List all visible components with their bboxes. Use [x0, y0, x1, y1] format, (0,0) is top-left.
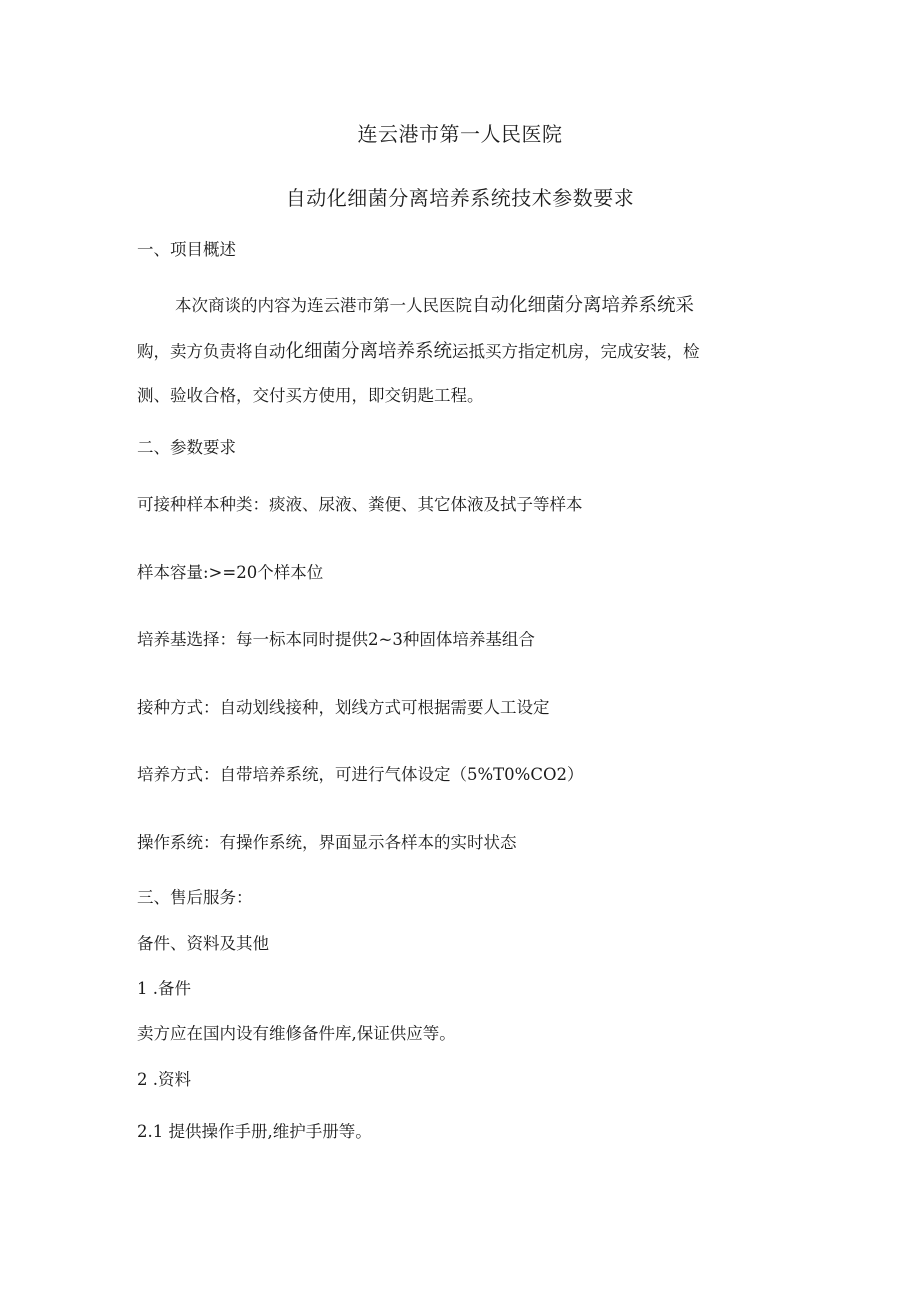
spare-parts-title: 1 .备件 — [137, 979, 191, 998]
documents-title: 2 .资料 — [137, 1070, 191, 1089]
param-inoculation: 接种方式：自动划线接种，划线方式可根据需要人工设定 — [137, 698, 550, 717]
param-capacity: 样本容量:>=20个样本位 — [137, 563, 324, 582]
overview-text: 购，卖方负责将自动 — [137, 342, 286, 361]
overview-line-2 — [137, 340, 700, 364]
hospital-title: 连云港市第一人民医院 — [357, 122, 563, 146]
overview-text: 运抵买方指定机房，完成安装，检 — [452, 342, 700, 361]
overview-line-3: 测、验收合格，交付买方使用，即交钥匙工程。 — [137, 386, 484, 405]
documents-item-2-1: 2.1 提供操作手册,维护手册等。 — [137, 1122, 372, 1141]
section3-sub: 备件、资料及其他 — [137, 934, 269, 953]
param-os: 操作系统：有操作系统，界面显示各样本的实时状态 — [137, 833, 517, 852]
spare-parts-text: 卖方应在国内设有维修备件库,保证供应等。 — [137, 1024, 456, 1043]
param-media: 培养基选择：每一标本同时提供2~3种固体培养基组合 — [137, 630, 535, 649]
param-sample-types: 可接种样本种类：痰液、尿液、粪便、其它体液及拭子等样本 — [137, 495, 583, 514]
section1-heading: 一、项目概述 — [137, 240, 236, 259]
overview-emphasis: 自动化细菌分离培养系统采 — [472, 295, 695, 316]
overview-line-1 — [175, 294, 694, 318]
document-title: 自动化细菌分离培养系统技术参数要求 — [285, 186, 635, 210]
overview-emphasis: 化细菌分离培养系统 — [285, 341, 453, 362]
section3-heading: 三、售后服务： — [137, 888, 253, 907]
param-culture: 培养方式：自带培养系统，可进行气体设定（5%T0%CO2） — [137, 765, 584, 784]
section2-heading: 二、参数要求 — [137, 438, 236, 457]
overview-text: 本次商谈的内容为连云港市第一人民医院 — [175, 296, 472, 315]
